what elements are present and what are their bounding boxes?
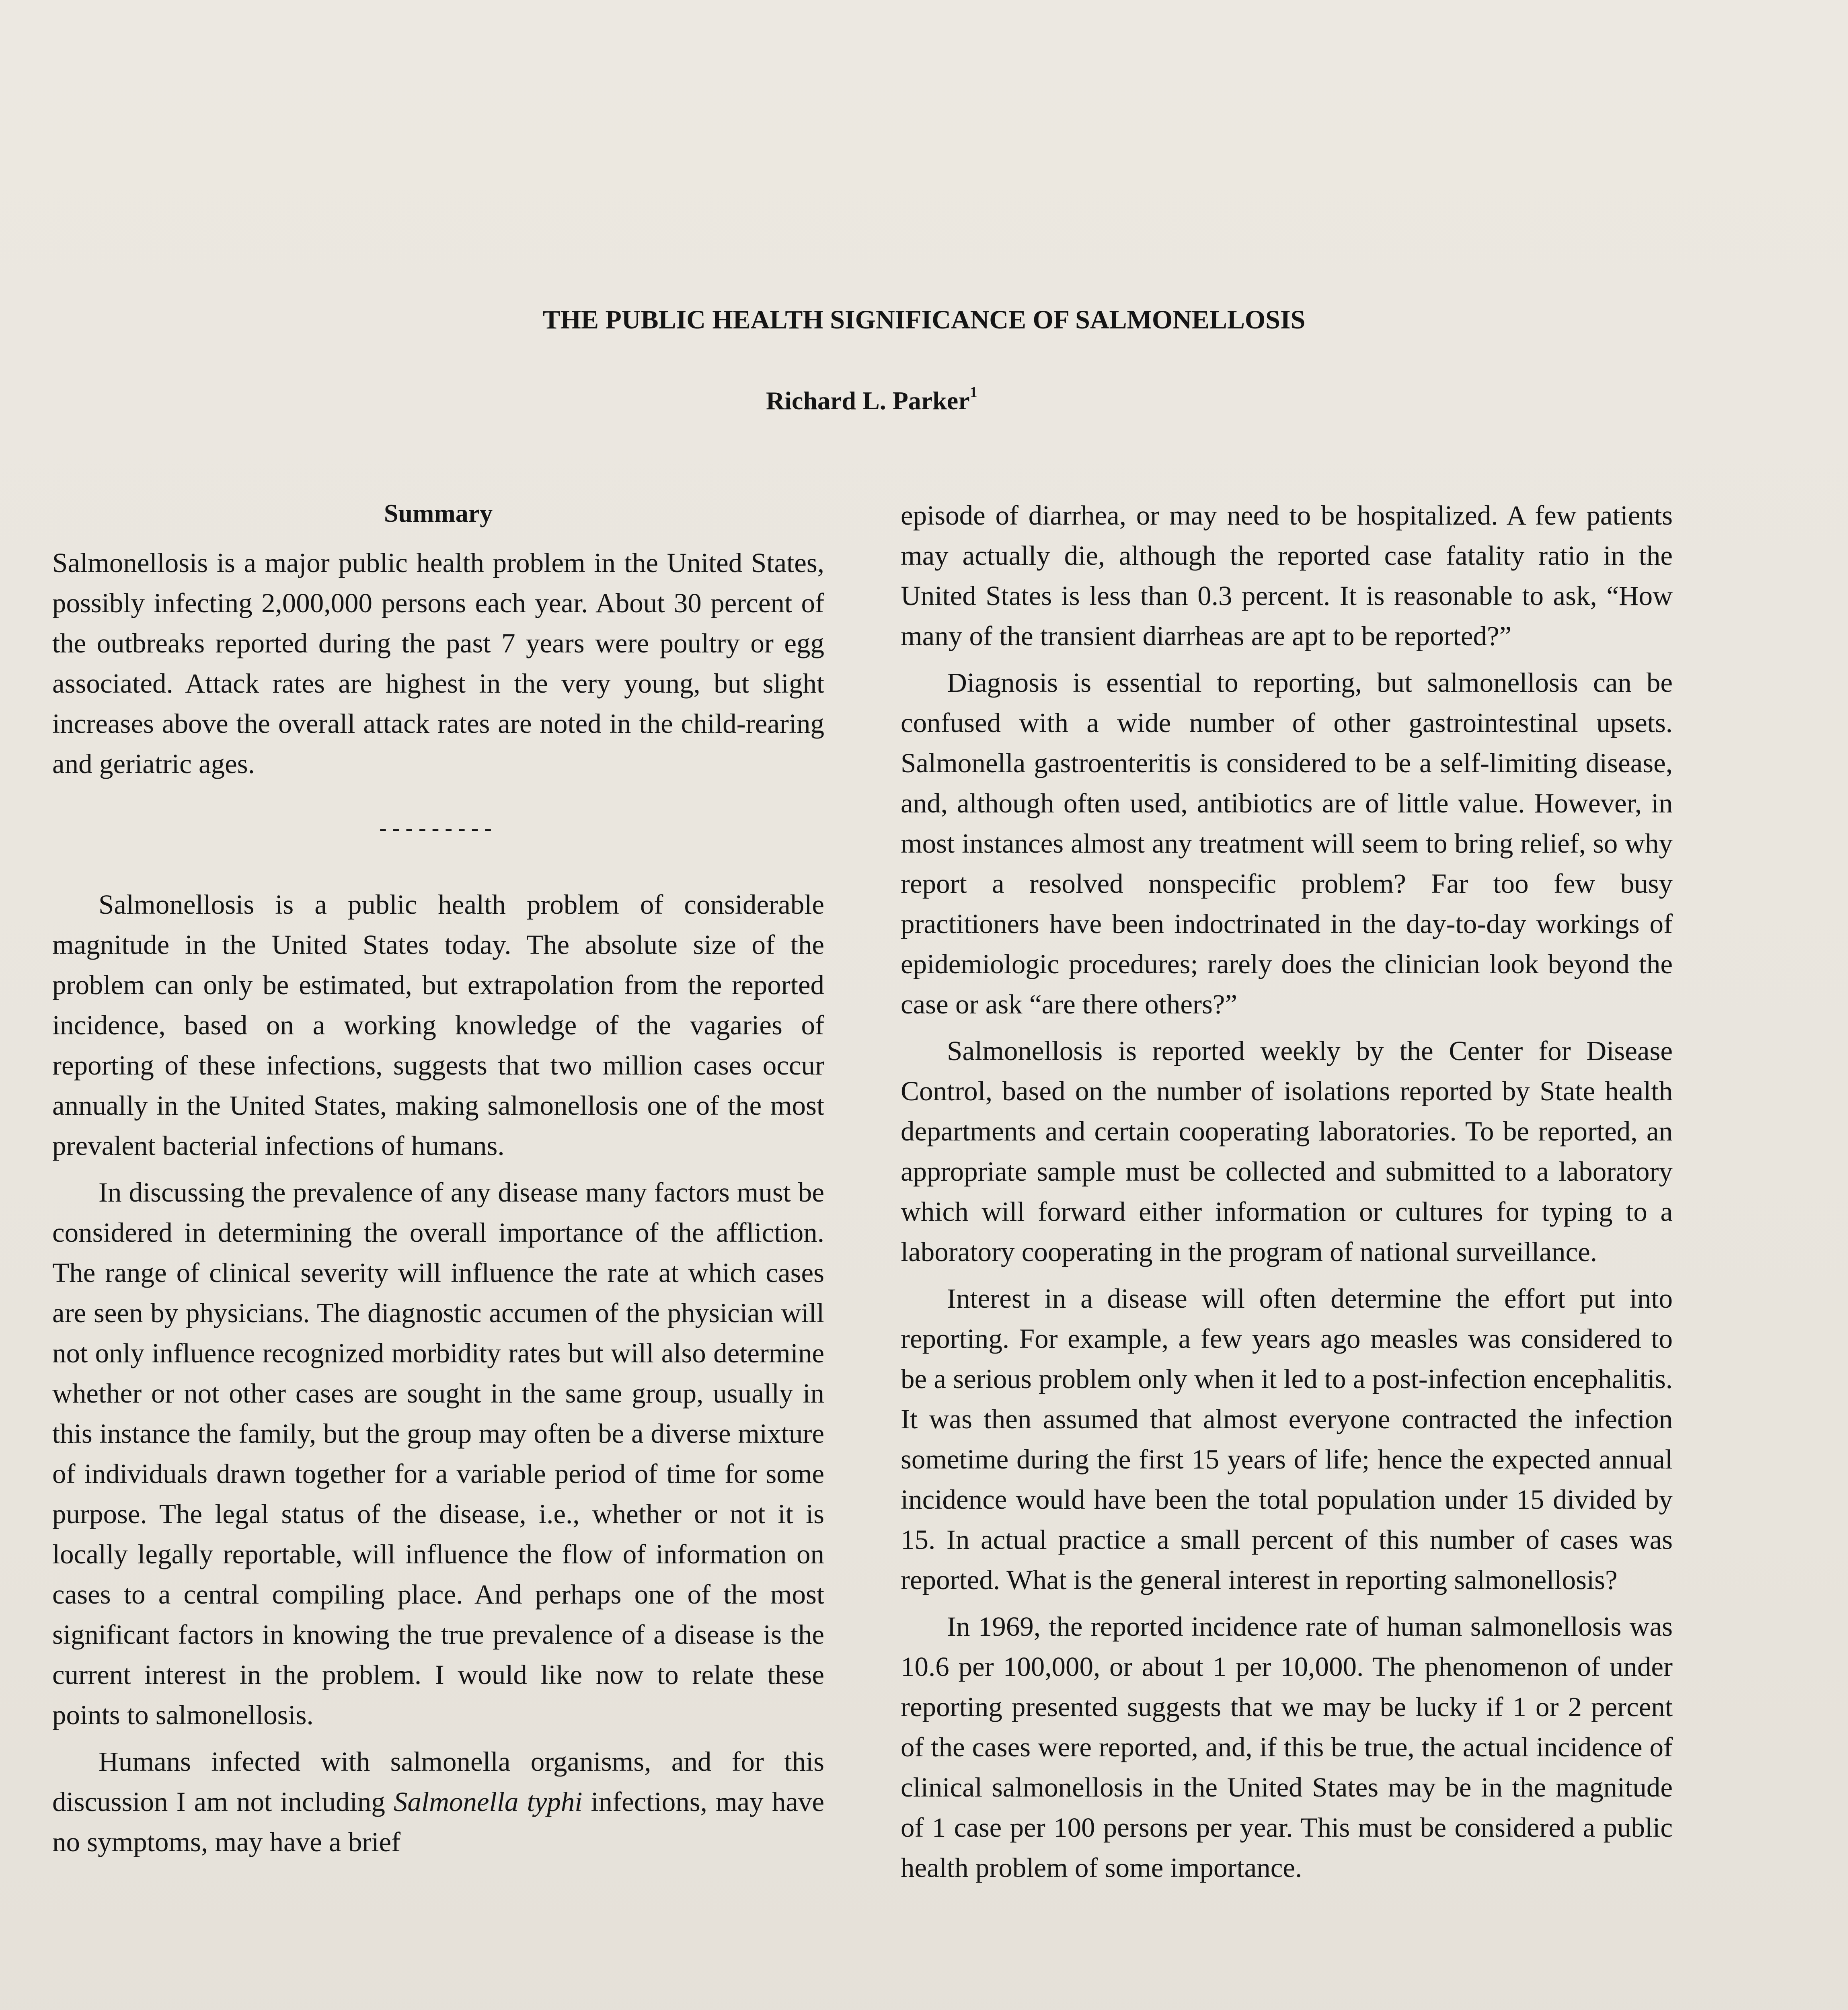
paragraph-3-start: Humans infected with salmonella organisms, and for this discussion I am not including — [52, 1746, 824, 1817]
author-name: Richard L. Parker — [766, 386, 970, 415]
body-paragraph-3 — [52, 1741, 824, 1862]
summary-heading: Summary — [384, 499, 493, 527]
body-paragraph-1: Salmonellosis is a public health problem of considerable magnitude in the United States today. The absolute size of the problem can only be estimated, but extrapolation from the reported incidence, based on a working knowledge of the vagaries of reporting of these infections, suggests that two million cases occur annually in the United States, making salmonellosis one of the most prevalent bacterial infections of humans. — [52, 889, 824, 1161]
article-author — [766, 386, 977, 416]
body-paragraph-6: Interest in a disease will often determine the effort put into reporting. For example, a few years ago measles was considered to be a serious problem only when it led to a post-infection encephalitis. It was then assumed that almost everyone contracted the infection sometime during the first 15 years of life; hence the expected annual incidence would have been the total population under 15 divided by 15. In actual practice a small percent of this number of cases was reported. What is the general interest in reporting salmonellosis? — [901, 1283, 1673, 1595]
author-footnote-mark: 1 — [969, 384, 977, 401]
body-paragraph-7: In 1969, the reported incidence rate of human salmonellosis was 10.6 per 100,000, or about 1 per 10,000. The phenomenon of under reporting presented suggests that we may be lucky if 1 or 2 percent of the cases were reported, and, if this be true, the actual incidence of clinical salmonellosis in the United States may be in the magnitude of 1 case per 100 persons per year. This must be considered a public health problem of some importance. — [901, 1611, 1673, 1883]
body-paragraph-3-continued: episode of diarrhea, or may need to be hospitalized. A few patients may actually die, although the reported case fatality ratio in the United States is less than 0.3 percent. It is reasonable to ask, “How many of the transient diarrheas are apt to be reported?” — [901, 500, 1673, 651]
article-title: THE PUBLIC HEALTH SIGNIFICANCE OF SALMONELLOSIS — [542, 305, 1306, 334]
body-paragraph-5: Salmonellosis is reported weekly by the Center for Disease Control, based on the number of isolations reported by State health departments and certain cooperating laboratories. To be reported, an appropriate sample must be collected and submitted to a laboratory which will forward either information or cultures for typing to a laboratory cooperating in the program of national surveillance. — [901, 1036, 1673, 1267]
paragraph-3-end: infections, may have no symptoms, may have a brief — [52, 1786, 824, 1857]
organism-name-italic: Salmonella typhi — [393, 1786, 583, 1817]
right-column — [901, 495, 1673, 1894]
body-paragraph-2: In discussing the prevalence of any disease many factors must be considered in determining the overall importance of the affliction. The range of clinical severity will influence the rate at which cases are seen by physicians. The diagnostic accumen of the physician will not only influence recognized morbidity rates but will also determine whether or not other cases are sought in the same group, usually in this instance the family, but the group may often be a diverse mixture of individuals drawn together for a variable period of time for some purpose. The legal status of the disease, i.e., whether or not it is locally legally reportable, will influence the flow of information on cases to a central compiling place. And perhaps one of the most significant factors in knowing the true prevalence of a disease is the current interest in the problem. I would like now to relate these points to salmonellosis. — [52, 1177, 824, 1730]
section-separator: --------- — [379, 816, 497, 841]
left-column — [52, 495, 824, 1868]
summary-paragraph: Salmonellosis is a major public health problem in the United States, possibly infecting 2,000,000 persons each year. About 30 percent of the outbreaks reported during the past 7 years were poultry or egg associated. Attack rates are highest in the very young, but slight increases above the overall attack rates are noted in the child-rearing and geriatric ages. — [52, 548, 824, 779]
body-paragraph-4: Diagnosis is essential to reporting, but salmonellosis can be confused with a wide number of other gastrointestinal upsets. Salmonella gastroenteritis is considered to be a self-limiting disease, and, although often used, antibiotics are of little value. However, in most instances almost any treatment will seem to bring relief, so why report a resolved nonspecific problem? Far too few busy practitioners have been indoctrinated in the day-to-day workings of epidemiologic procedures; rarely does the clinician look beyond the case or ask “are there others?” — [901, 667, 1673, 1019]
